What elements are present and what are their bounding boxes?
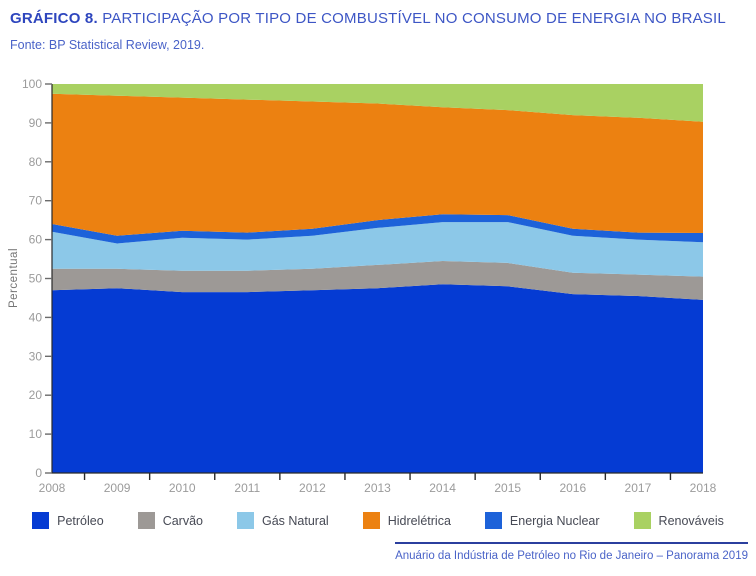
y-tick-label: 80 (28, 154, 42, 169)
legend-swatch-renovaveis (634, 512, 651, 529)
chart-title-number: GRÁFICO 8. (10, 10, 98, 27)
x-tick-label: 2012 (299, 481, 326, 495)
x-tick-label: 2009 (103, 481, 131, 495)
legend-item-renovaveis (634, 512, 724, 529)
chart-title-text: PARTICIPAÇÃO POR TIPO DE COMBUSTÍVEL NO CONSUMO DE ENERGIA NO BRASIL (97, 10, 726, 27)
legend-swatch-hidreletrica (363, 512, 380, 529)
x-tick-label: 2011 (234, 481, 261, 495)
x-tick-label: 2017 (624, 481, 652, 495)
y-tick-label: 40 (28, 310, 42, 325)
x-tick-label: 2013 (364, 481, 391, 495)
legend-item-energia-nuclear (485, 512, 600, 529)
y-axis-title: Percentual (8, 248, 20, 308)
y-tick-label: 90 (28, 115, 42, 130)
chart-title (10, 10, 726, 27)
chart-areas (52, 84, 703, 473)
legend-label: Hidrelétrica (387, 513, 451, 528)
x-tick-label: 2010 (168, 481, 196, 495)
y-tick-label: 30 (28, 349, 42, 364)
x-tick-label: 2014 (429, 481, 456, 495)
chart-source: Fonte: BP Statistical Review, 2019. (10, 38, 205, 52)
footer-text: Anuário da Indústria de Petróleo no Rio de Janeiro – Panorama 2019 (395, 550, 748, 562)
y-axis-ticks (22, 78, 52, 480)
x-tick-label: 2018 (689, 481, 717, 495)
x-tick-label: 2008 (38, 481, 66, 495)
stacked-area-chart (0, 78, 756, 508)
area-petroleo (52, 284, 703, 473)
x-tick-label: 2016 (559, 481, 587, 495)
legend-swatch-gas-natural (237, 512, 254, 529)
legend-label: Gás Natural (261, 513, 329, 528)
legend-label: Carvão (162, 513, 203, 528)
x-axis-ticks (39, 473, 717, 495)
legend-item-petroleo (32, 512, 104, 529)
page-footer (395, 542, 748, 562)
legend-swatch-carvao (138, 512, 155, 529)
legend-item-hidreletrica (363, 512, 451, 529)
y-tick-label: 70 (28, 193, 42, 208)
legend-label: Petróleo (57, 513, 104, 528)
legend-item-gas-natural (237, 512, 329, 529)
y-tick-label: 10 (28, 427, 42, 442)
legend-swatch-petroleo (32, 512, 49, 529)
x-tick-label: 2015 (494, 481, 522, 495)
y-tick-label: 20 (28, 388, 42, 403)
legend-swatch-energia-nuclear (485, 512, 502, 529)
y-tick-label: 100 (21, 78, 42, 91)
y-tick-label: 50 (28, 271, 42, 286)
legend-label: Energia Nuclear (509, 513, 600, 528)
y-tick-label: 0 (35, 466, 42, 480)
legend-item-carvao (138, 512, 203, 529)
footer-rule (395, 542, 748, 562)
legend-label: Renováveis (658, 513, 724, 528)
chart-legend (0, 512, 756, 529)
y-tick-label: 60 (28, 232, 42, 247)
